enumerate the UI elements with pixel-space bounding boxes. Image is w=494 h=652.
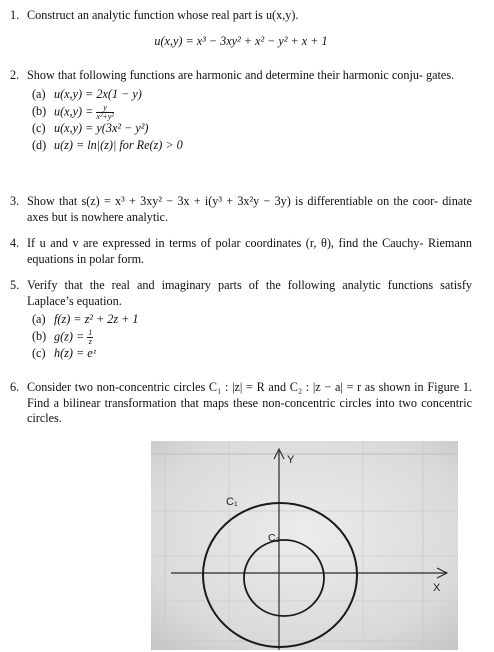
sub-item: (a) f(z) = z² + 2z + 1	[32, 312, 139, 326]
problem-6	[10, 380, 472, 427]
problem-equation: u(x,y) = x³ − 3xy² + x² − y² + x + 1	[154, 33, 328, 48]
problem-text: Construct an analytic function whose real part is u(x,y).	[27, 8, 299, 22]
label-y-axis: Y	[287, 454, 295, 466]
problem-3	[10, 194, 472, 225]
problem-number: 6.	[10, 380, 20, 394]
problem-text: Show that following functions are harmonic and determine their harmonic conju- gates.	[27, 68, 455, 82]
sub-item: (b) g(z) = $\frac{1}{z}$	[32, 328, 93, 346]
fraction: $\frac{y}{\text{x²+y²}}$	[96, 102, 114, 121]
sub-item: (c) h(z) = eᶻ	[32, 346, 96, 360]
problem-text: If u and v are expressed in terms of polar coordinates (r, θ), find the Cauchy- Riemann equations in polar form.	[27, 236, 472, 266]
problem-1	[10, 8, 472, 49]
label-x-axis: X	[433, 582, 441, 594]
problem-text: Verify that the real and imaginary parts of the following analytic functions satisfy Laplace’s equation.	[27, 278, 472, 308]
problem-number: 3.	[10, 194, 20, 208]
problem-number: 4.	[10, 236, 20, 250]
problem-text: Show that s(z) = x³ + 3xy² − 3x + i(y³ + 3x²y − 3y) is differentiable on the coor- dinate axes but is nowhere analytic.	[27, 194, 472, 224]
figure-circles	[151, 441, 458, 650]
label-c2: C₂	[268, 532, 280, 544]
problem-number: 2.	[10, 68, 20, 82]
problem-number: 5.	[10, 278, 20, 292]
sub-item: (a) u(x,y) = 2x(1 − y)	[32, 86, 142, 101]
problem-5	[10, 278, 472, 363]
sub-item: (d) u(z) = ln|(z)| for Re(z) > 0	[32, 137, 183, 152]
problem-2	[10, 68, 472, 155]
problem-number: 1.	[10, 8, 20, 22]
label-c1: C₁	[226, 496, 238, 508]
sub-items	[32, 312, 472, 363]
problem-text: Consider two non-concentric circles C₁ : |z| = R and C₂ : |z − a| = r as shown in Figure 1. Find a bilinear transformation that maps these non-concentric circles into two concentric circles.	[27, 380, 472, 425]
sub-item: (b) u(x,y) = $\frac{y}{\text{x²+y²}}$	[32, 102, 114, 121]
fraction: $\frac{1}{z}$	[88, 328, 93, 346]
sub-items	[32, 87, 472, 155]
problem-4	[10, 236, 472, 267]
sub-item: (c) u(x,y) = y(3x² − y²)	[32, 120, 149, 135]
circles-diagram	[151, 441, 458, 650]
